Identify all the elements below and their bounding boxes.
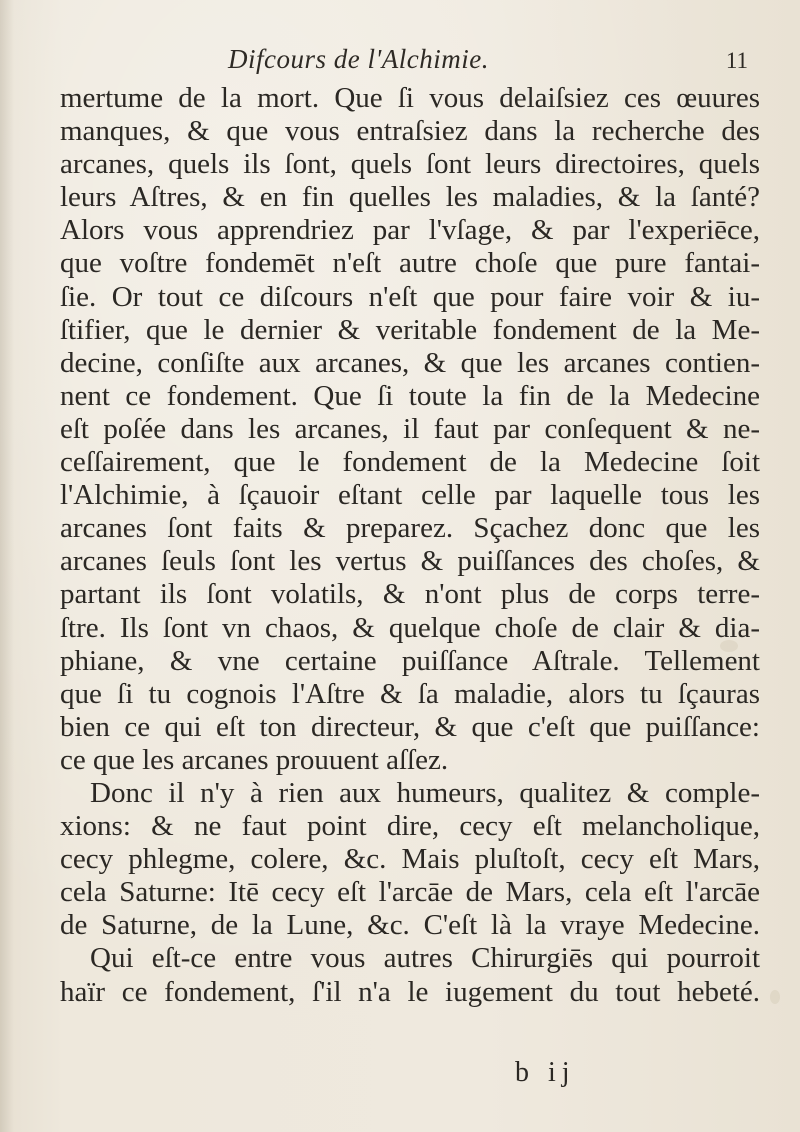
text-line: phiane, & vne certaine puiſſance Aſtrale. Tellement xyxy=(60,644,760,677)
text-line: bien ce qui eſt ton directeur, & que c'eſt que puiſſance: xyxy=(60,710,760,743)
text-line: l'Alchimie, à ſçauoir eſtant celle par laquelle tous les xyxy=(60,479,760,512)
text-line: haïr ce fondement, ſ'il n'a le iugement du tout hebeté. xyxy=(60,975,760,1008)
text-line: partant ils ſont volatils, & n'ont plus de corps terre- xyxy=(60,578,760,611)
text-line: ceſſairement, que le fondement de la Medecine ſoit xyxy=(60,446,760,479)
running-title: Difcours de l'Alchimie. xyxy=(228,44,489,74)
text-line: decine, conſiſte aux arcanes, & que les arcanes contien- xyxy=(60,346,760,379)
gutter-shadow xyxy=(0,0,14,1132)
text-line: leurs Aſtres, & en fin quelles les maladies, & la ſanté? xyxy=(60,181,760,214)
text-line: ſtre. Ils ſont vn chaos, & quelque choſe de clair & dia- xyxy=(60,611,760,644)
text-line: arcanes, quels ils ſont, quels ſont leurs directoires, quels xyxy=(60,148,760,181)
running-head xyxy=(66,44,756,80)
text-line: cecy phlegme, colere, &c. Mais pluſtoſt, cecy eſt Mars, xyxy=(60,843,760,876)
text-line: eſt poſée dans les arcanes, il faut par conſequent & ne- xyxy=(60,412,760,445)
text-line: ſtifier, que le dernier & veritable fondement de la Me- xyxy=(60,313,760,346)
text-line: ſie. Or tout ce diſcours n'eſt que pour faire voir & iu- xyxy=(60,280,760,313)
body-text xyxy=(60,82,760,1009)
text-line: nent ce fondement. Que ſi toute la fin de la Medecine xyxy=(60,379,760,412)
text-line: arcanes ſeuls ſont les vertus & puiſſances des choſes, & xyxy=(60,545,760,578)
text-line: xions: & ne faut point dire, cecy eſt melancholique, xyxy=(60,810,760,843)
text-line: Donc il n'y à rien aux humeurs, qualitez & comple- xyxy=(90,776,760,809)
text-line: que ſi tu cognois l'Aſtre & ſa maladie, alors tu ſçauras xyxy=(60,677,760,710)
page-number: 11 xyxy=(725,48,748,73)
foxing-spot xyxy=(770,990,780,1004)
text-line: que voſtre fondemēt n'eſt autre choſe que pure fantai- xyxy=(60,247,760,280)
text-line: mertume de la mort. Que ſi vous delaiſsiez ces œuures xyxy=(60,82,760,114)
text-line: ce que les arcanes prouuent aſſez. xyxy=(60,743,449,776)
text-line: Qui eſt-ce entre vous autres Chirurgiēs qui pourroit xyxy=(90,942,760,975)
text-line: de Saturne, de la Lune, &c. C'eſt là la vraye Medecine. xyxy=(60,909,760,942)
signature-mark: b ij xyxy=(515,1057,576,1088)
text-line: Alors vous apprendriez par l'vſage, & par l'experiēce, xyxy=(60,214,760,247)
text-line: arcanes ſont faits & preparez. Sçachez donc que les xyxy=(60,512,760,545)
text-line: cela Saturne: Itē cecy eſt l'arcāe de Mars, cela eſt l'arcāe xyxy=(60,876,760,909)
text-line: manques, & que vous entraſsiez dans la recherche des xyxy=(60,115,760,148)
